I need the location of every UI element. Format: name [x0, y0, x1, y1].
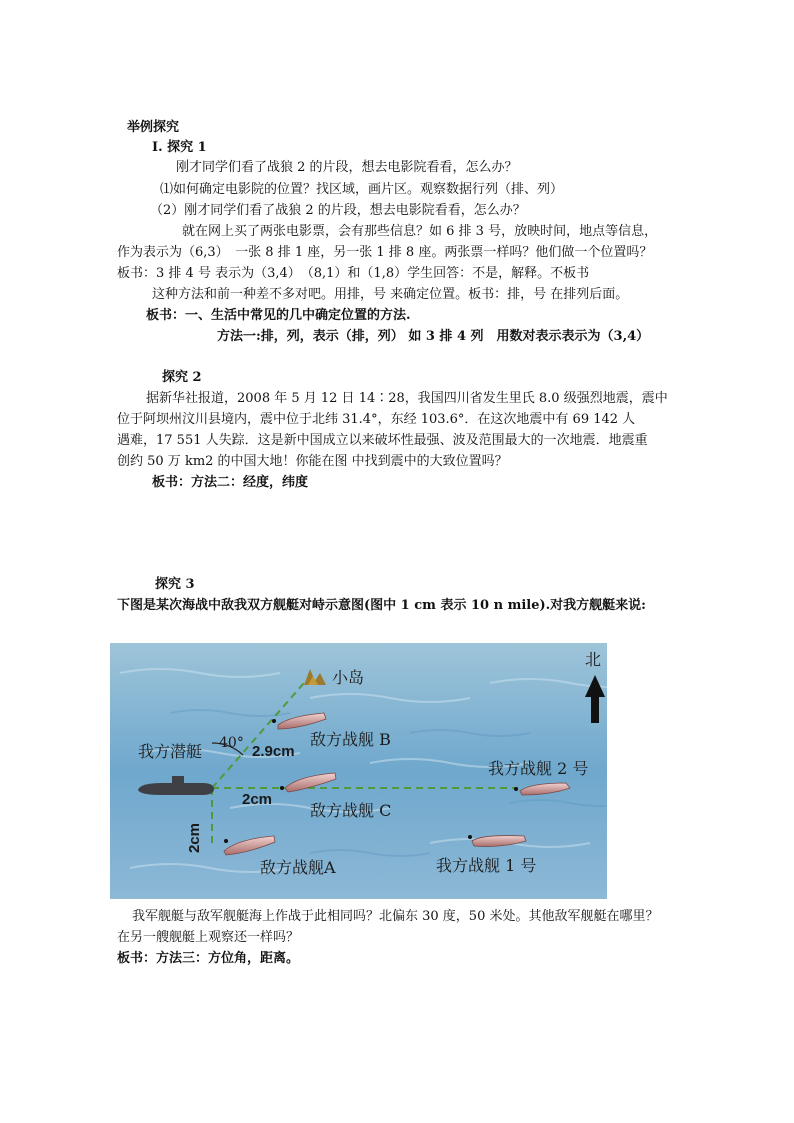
- subheading-explore-2: 探究 2: [162, 370, 202, 385]
- enemy-ship-c-label: 敌方战舰 C: [310, 801, 392, 820]
- paragraph: 就在网上买了两张电影票，会有那些信息？如 6 排 3 号，放映时间，地点等信息，: [182, 224, 658, 239]
- board-method-1: 方法一:排，列，表示（排，列） 如 3 排 4 列 用数对表示表示为（3,4）: [217, 329, 650, 344]
- naval-map-figure: [110, 643, 607, 899]
- own-ship-2-label: 我方战舰 2 号: [488, 759, 589, 778]
- paragraph: 这种方法和前一种差不多对吧。用排，号 来确定位置。板书：排，号 在排列后面。: [152, 287, 629, 302]
- heading-examples: 举例探究: [127, 120, 180, 135]
- paragraph: 据新华社报道，2008 年 5 月 12 日 14∶28，我国四川省发生里氏 8.0 级强烈地震，震中: [146, 391, 668, 406]
- paragraph: ⑴如何确定电影院的位置？找区域，画片区。观察数据行列（排、列）: [160, 182, 564, 197]
- angle-label: 40°: [219, 735, 244, 751]
- distance-to-b-label: 2.9cm: [252, 743, 295, 760]
- board-method-2: 板书：方法二：经度，纬度: [152, 475, 309, 490]
- distance-to-c-label: 2cm: [242, 791, 273, 808]
- board-method-3: 板书：方法三：方位角，距离。: [117, 951, 300, 966]
- paragraph: 板书：3 排 4 号 表示为（3,4） （8,1）和（1,8）学生回答：不是，解释。不板书: [117, 266, 590, 281]
- paragraph: （2）刚才同学们看了战狼 2 的片段，想去电影院看看，怎么办？: [150, 203, 526, 218]
- distance-to-a-label: 2cm: [186, 823, 203, 854]
- enemy-ship-a-label: 敌方战舰A: [260, 858, 336, 877]
- paragraph: 在另一艘舰艇上观察还一样吗？: [117, 930, 300, 945]
- subheading-explore-1: Ⅰ. 探究 1: [152, 140, 207, 155]
- paragraph: 创约 50 万 km2 的中国大地！你能在图 中找到震中的大致位置吗？: [117, 454, 508, 469]
- board-note-1: 板书：一、生活中常见的几中确定位置的方法.: [146, 308, 411, 323]
- enemy-ship-b-label: 敌方战舰 B: [310, 730, 391, 749]
- paragraph: 位于阿坝州汶川县境内，震中位于北纬 31.4°，东经 103.6°．在这次地震中有 69 142 人: [117, 412, 636, 427]
- paragraph-intro: 下图是某次海战中敌我双方舰艇对峙示意图(图中 1 cm 表示 10 n mile).对我方舰艇来说:: [117, 598, 646, 613]
- paragraph: 遇难，17 551 人失踪．这是新中国成立以来破坏性最强、波及范围最大的一次地震．地震重: [117, 433, 648, 448]
- paragraph: 我军舰艇与敌军舰艇海上作战于此相同吗？北偏东 30 度，50 米处。其他敌军舰艇在哪里？: [132, 909, 659, 924]
- island-label: 小岛: [332, 668, 365, 687]
- paragraph: 作为表示为（6,3） 一张 8 排 1 座，另一张 1 排 8 座。两张票一样吗？他们做一个位置吗？: [117, 245, 653, 260]
- submarine-label: 我方潜艇: [138, 742, 203, 761]
- own-ship-1-label: 我方战舰 1 号: [436, 856, 537, 875]
- subheading-explore-3: 探究 3: [155, 577, 195, 592]
- paragraph: 刚才同学们看了战狼 2 的片段，想去电影院看看，怎么办？: [176, 160, 518, 175]
- north-label: 北: [585, 650, 602, 669]
